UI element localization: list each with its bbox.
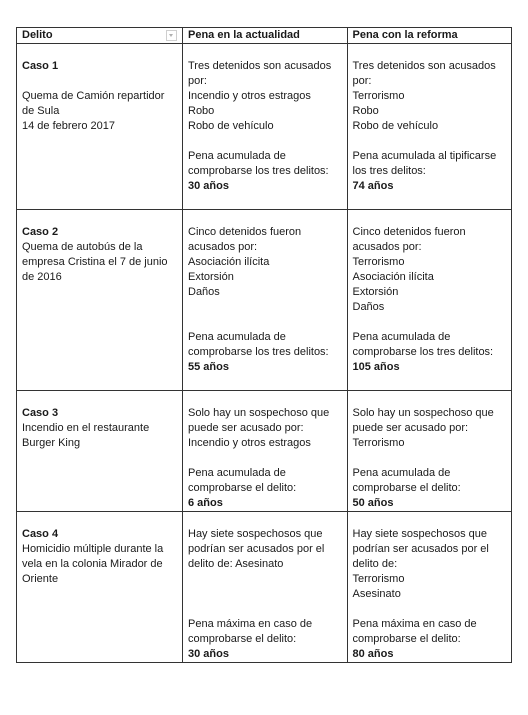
reform-penalty-value: 80 años	[352, 648, 394, 660]
current-line: Asociación ilícita	[188, 256, 270, 268]
case-cell	[17, 44, 183, 210]
table-row	[17, 44, 512, 210]
case-line: Quema de autobús de la	[22, 241, 143, 253]
current-penalty-line: Pena máxima en caso de	[188, 618, 313, 630]
header-delito-label: Delito	[22, 29, 53, 41]
case-title: Caso 4	[22, 528, 59, 540]
reform-line: Hay siete sospechosos que	[352, 528, 488, 540]
current-line: Extorsión	[188, 271, 234, 283]
header-delito	[17, 28, 183, 44]
current-line: por:	[188, 75, 207, 87]
table-row	[17, 512, 512, 663]
reform-line: delito de:	[352, 558, 398, 570]
reform-line: Terrorismo	[352, 256, 405, 268]
reform-line: acusados por:	[352, 241, 422, 253]
reform-line: Daños	[352, 301, 385, 313]
reform-penalty-line: los tres delitos:	[352, 165, 426, 177]
table-row	[17, 391, 512, 512]
current-line: Daños	[188, 286, 220, 298]
current-line: puede ser acusado por:	[188, 422, 304, 434]
reform-penalty-value: 50 años	[352, 497, 394, 509]
reform-penalty-line: Pena acumulada al tipificarse	[352, 150, 497, 162]
current-line: Robo de vehículo	[188, 120, 274, 132]
case-title: Caso 3	[22, 407, 59, 419]
case-line: Homicidio múltiple durante la	[22, 543, 164, 555]
table-row	[17, 210, 512, 391]
reform-line: Robo	[352, 105, 379, 117]
current-penalty-cell	[183, 391, 348, 512]
case-line: Incendio en el restaurante	[22, 422, 150, 434]
case-cell	[17, 391, 183, 512]
header-current-penalty	[183, 28, 348, 44]
case-line: de Sula	[22, 105, 60, 117]
reform-penalty-line: Pena acumulada de	[352, 467, 451, 479]
current-penalty-value: 30 años	[188, 180, 229, 192]
reform-line: Solo hay un sospechoso que	[352, 407, 494, 419]
current-line: Cinco detenidos fueron	[188, 226, 302, 238]
current-line: Tres detenidos son acusados	[188, 60, 332, 72]
current-line: Hay siete sospechosos que	[188, 528, 323, 540]
case-title: Caso 2	[22, 226, 59, 238]
reform-line: Robo de vehículo	[352, 120, 439, 132]
reform-penalty-line: comprobarse el delito:	[352, 482, 461, 494]
reform-line: Extorsión	[352, 286, 399, 298]
reform-penalty-line: Pena acumulada de	[352, 331, 451, 343]
reform-line: podrían ser acusados por el	[352, 543, 489, 555]
current-penalty-cell	[183, 210, 348, 391]
current-penalty-line: comprobarse los tres delitos:	[188, 165, 329, 177]
reform-penalty-line: Pena máxima en caso de	[352, 618, 477, 630]
current-penalty-line: Pena acumulada de	[188, 467, 286, 479]
case-line: Burger King	[22, 437, 81, 449]
header-current-label: Pena en la actualidad	[188, 29, 300, 41]
reform-line: Terrorismo	[352, 437, 405, 449]
current-penalty-value: 55 años	[188, 361, 229, 373]
case-line: Oriente	[22, 573, 59, 585]
case-title: Caso 1	[22, 60, 59, 72]
reform-line: Asesinato	[352, 588, 401, 600]
current-line: podrían ser acusados por el	[188, 543, 325, 555]
current-penalty-value: 6 años	[188, 497, 223, 509]
current-line: Solo hay un sospechoso que	[188, 407, 330, 419]
reform-penalty-value: 105 años	[352, 361, 400, 373]
case-line: de 2016	[22, 271, 62, 283]
reform-line: Terrorismo	[352, 90, 405, 102]
case-line: empresa Cristina el 7 de junio	[22, 256, 168, 268]
header-reform-penalty	[347, 28, 512, 44]
current-line: Robo	[188, 105, 215, 117]
current-penalty-line: comprobarse los tres delitos:	[188, 346, 329, 358]
current-line: Incendio y otros estragos	[188, 437, 311, 449]
reform-line: por:	[352, 75, 372, 87]
case-line: 14 de febrero 2017	[22, 120, 115, 132]
reform-penalty-cell	[347, 210, 512, 391]
current-penalty-cell	[183, 512, 348, 663]
reform-line: Tres detenidos son acusados	[352, 60, 496, 72]
current-penalty-cell	[183, 44, 348, 210]
reform-line: puede ser acusado por:	[352, 422, 469, 434]
case-line: Quema de Camión repartidor	[22, 90, 165, 102]
current-penalty-line: comprobarse el delito:	[188, 482, 297, 494]
current-line: acusados por:	[188, 241, 258, 253]
current-line: delito de: Asesinato	[188, 558, 284, 570]
current-penalty-line: Pena acumulada de	[188, 150, 286, 162]
reform-penalty-cell	[347, 512, 512, 663]
reform-line: Asociación ilícita	[352, 271, 434, 283]
current-penalty-line: comprobarse el delito:	[188, 633, 297, 645]
crime-penalty-table	[16, 27, 512, 663]
reform-line: Cinco detenidos fueron	[352, 226, 466, 238]
current-line: Incendio y otros estragos	[188, 90, 311, 102]
case-cell	[17, 512, 183, 663]
header-row	[17, 28, 512, 44]
case-cell	[17, 210, 183, 391]
reform-penalty-cell	[347, 391, 512, 512]
current-penalty-value: 30 años	[188, 648, 229, 660]
reform-penalty-cell	[347, 44, 512, 210]
reform-line: Terrorismo	[352, 573, 405, 585]
reform-penalty-line: comprobarse el delito:	[352, 633, 461, 645]
reform-penalty-line: comprobarse los tres delitos:	[352, 346, 494, 358]
reform-penalty-value: 74 años	[352, 180, 394, 192]
filter-dropdown-icon[interactable]	[166, 30, 177, 41]
header-reform-label: Pena con la reforma	[352, 29, 458, 41]
case-line: vela en la colonia Mirador de	[22, 558, 163, 570]
current-penalty-line: Pena acumulada de	[188, 331, 286, 343]
